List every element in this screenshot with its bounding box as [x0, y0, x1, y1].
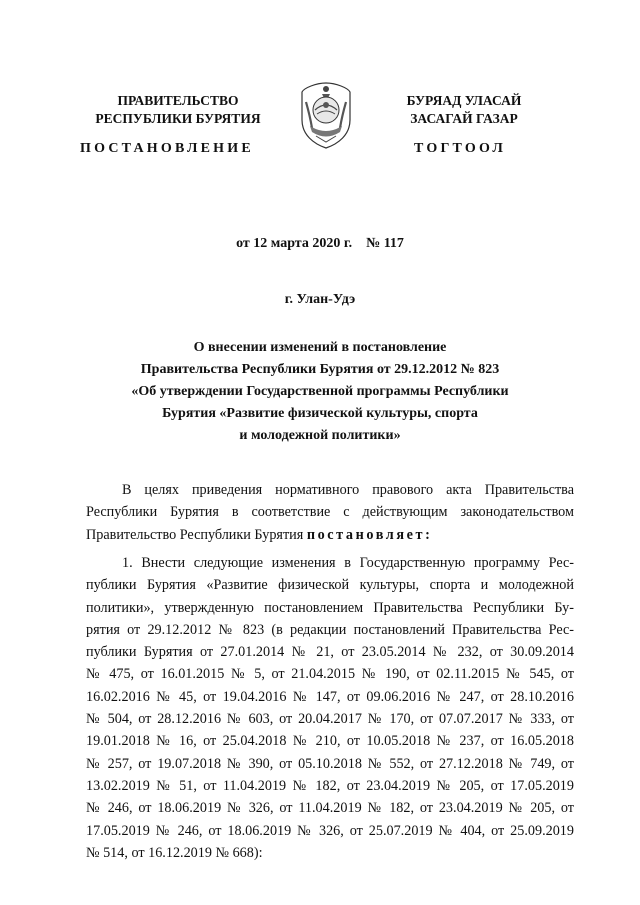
preamble-paragraph	[86, 479, 574, 546]
doc-type-russian: ПОСТАНОВЛЕНИЕ	[80, 141, 254, 156]
document-city: г. Улан-Удэ	[284, 292, 356, 307]
issuer-name-russian	[78, 92, 278, 128]
preamble-prefix: Правительство Республики Бурятия	[86, 526, 307, 543]
paragraph-line: рятия от 29.12.2012 № 823 (в редакции постановлений Правительства Рес-	[86, 621, 574, 638]
paragraph-line: 1. Внести следующие изменения в Государственную программу Рес-	[122, 555, 574, 571]
issuer-line: БУРЯАД УЛАСАЙ	[406, 93, 522, 108]
paragraph-line: № 514, от 16.12.2019 № 668):	[86, 844, 263, 861]
document-title	[60, 337, 580, 447]
paragraph-line: Республики Бурятия в соответствие с действующим законодательством	[86, 504, 574, 521]
paragraph-line: публики Бурятия от 27.01.2014 № 21, от 23.05.2014 № 232, от 30.09.2014	[86, 644, 574, 661]
paragraph-line: № 246, от 18.06.2019 № 326, от 11.04.2019 № 182, от 23.04.2019 № 205, от	[86, 800, 574, 817]
resolves-word: постановляет:	[306, 526, 433, 543]
paragraph-line: 17.05.2019 № 246, от 18.06.2019 № 326, от 25.07.2019 № 404, от 25.09.2019	[86, 822, 574, 839]
paragraph-line: В целях приведения нормативного правового акта Правительства	[122, 482, 574, 498]
issuer-name-buryat	[376, 92, 552, 128]
issuer-line: ПРАВИТЕЛЬСТВО	[117, 93, 239, 108]
paragraph-line	[86, 524, 574, 546]
paragraph-line: 19.01.2018 № 16, от 25.04.2018 № 210, от 10.05.2018 № 237, от 16.05.2018	[86, 733, 574, 750]
paragraph-line: № 504, от 28.12.2016 № 603, от 20.04.2017 № 170, от 07.07.2017 № 333, от	[86, 711, 574, 728]
item-1-paragraph	[86, 552, 574, 864]
doc-type-buryat: ТОГТООЛ	[414, 141, 507, 156]
paragraph-line: политики», утвержденную постановлением Правительства Республики Бу-	[86, 599, 574, 616]
buryatia-coat-of-arms-icon	[298, 80, 354, 150]
title-line: «Об утверждении Государственной программы Республики	[131, 384, 509, 399]
issuer-line: РЕСПУБЛИКИ БУРЯТИЯ	[95, 111, 261, 126]
paragraph-line: 16.02.2016 № 45, от 19.04.2016 № 147, от 09.06.2016 № 247, от 28.10.2016	[86, 688, 574, 705]
paragraph-line: публики Бурятия «Развитие физической культуры, спорта и молодежной	[86, 577, 574, 594]
paragraph-line: № 257, от 19.07.2018 № 390, от 05.10.2018 № 552, от 27.12.2018 № 749, от	[86, 755, 574, 772]
title-line: О внесении изменений в постановление	[193, 340, 447, 355]
title-line: и молодежной политики»	[239, 428, 401, 443]
paragraph-line: 13.02.2019 № 51, от 11.04.2019 № 182, от 23.04.2019 № 205, от 17.05.2019	[86, 777, 574, 794]
title-line: Правительства Республики Бурятия от 29.12.2012 № 823	[140, 362, 500, 377]
title-line: Бурятия «Развитие физической культуры, спорта	[162, 406, 478, 421]
document-date-number: от 12 марта 2020 г. № 117	[236, 236, 404, 251]
issuer-line: ЗАСАГАЙ ГАЗАР	[410, 111, 518, 126]
paragraph-line: № 475, от 16.01.2015 № 5, от 21.04.2015 № 190, от 02.11.2015 № 545, от	[86, 666, 574, 683]
